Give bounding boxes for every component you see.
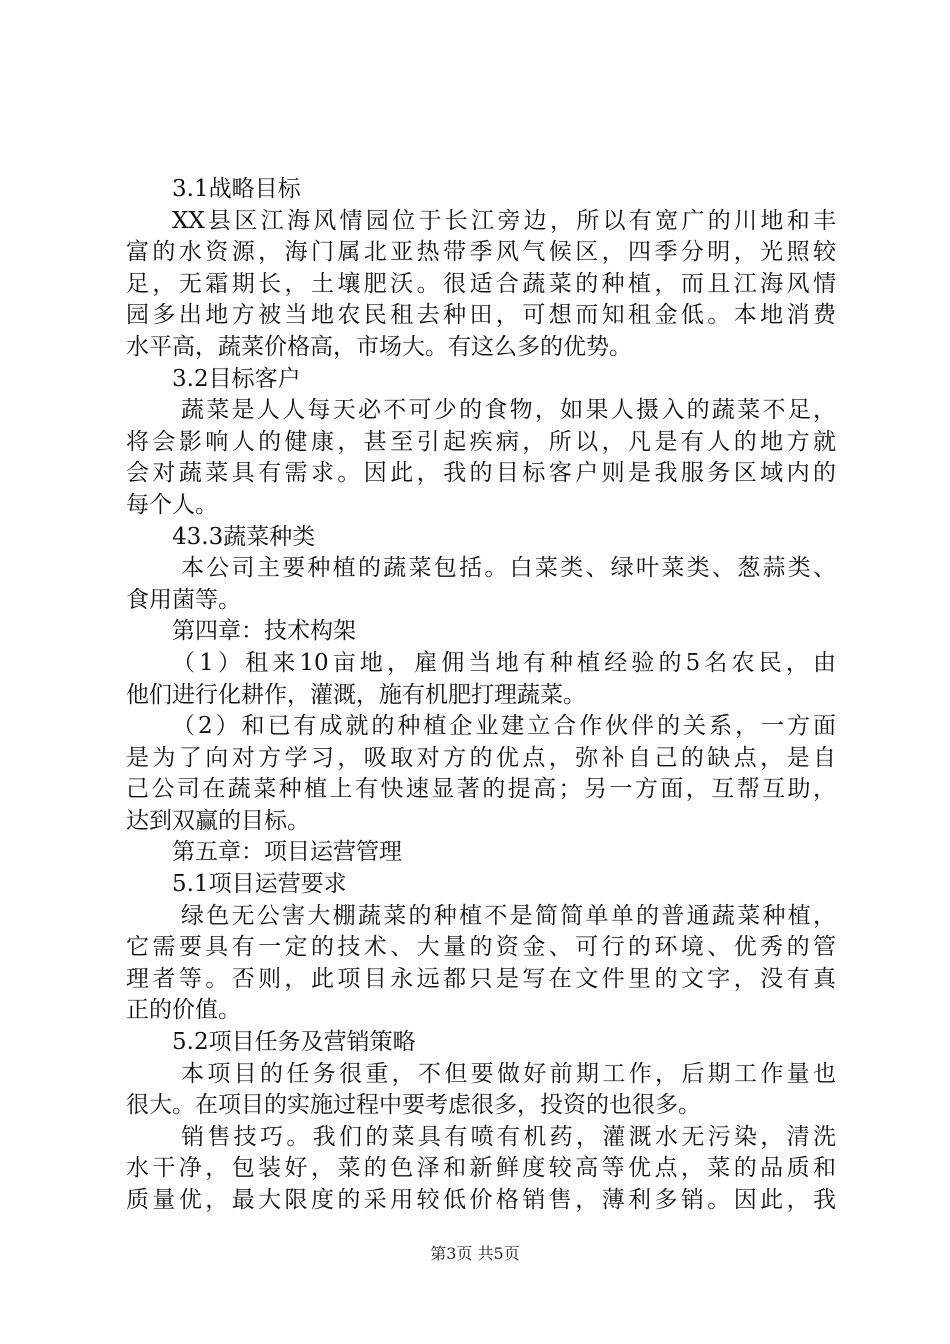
text-line: 它需要具有一定的技术、大量的资金、可行的环境、优秀的管: [126, 934, 836, 961]
text-line: 他们进行化耕作，灌溉，施有机肥打理蔬菜。: [126, 681, 586, 708]
text-line: 3.1战略目标: [172, 176, 301, 202]
text-line: 理者等。否则，此项目永远都只是写在文件里的文字，没有真: [126, 965, 836, 992]
page-footer: 第3页 共5页: [430, 1244, 520, 1263]
text-line: 绿色无公害大棚蔬菜的种植不是简简单单的普通蔬菜种植，: [181, 902, 836, 929]
text-line: 水平高，蔬菜价格高，市场大。有这么多的优势。: [126, 333, 632, 360]
text-line: 水干净，包装好，菜的色泽和新鲜度较高等优点，菜的品质和: [126, 1155, 836, 1182]
text-line: 43.3蔬菜种类: [172, 523, 316, 550]
text-line: 蔬菜是人人每天必不可少的食物，如果人摄入的蔬菜不足，: [181, 397, 836, 424]
text-line: 第四章：技术构架: [172, 618, 356, 645]
text-line: XX县区江海风情园位于长江旁边，所以有宽广的川地和丰: [172, 207, 836, 234]
text-line: （2）和已有成就的种植企业建立合作伙伴的关系，一方面: [172, 713, 836, 740]
document-body: [126, 174, 836, 1217]
text-line: 足，无霜期长，土壤肥沃。很适合蔬菜的种植，而且江海风情: [126, 270, 836, 297]
text-line: 富的水资源，海门属北亚热带季风气候区，四季分明，光照较: [126, 239, 836, 266]
text-line: 质量优，最大限度的采用较低价格销售，薄利多销。因此，我: [126, 1187, 836, 1213]
text-line: 5.2项目任务及营销策略: [172, 1029, 416, 1056]
text-line: 第五章：项目运营管理: [172, 839, 402, 866]
text-line: 本公司主要种植的蔬菜包括。白菜类、绿叶菜类、葱蒜类、: [181, 555, 836, 582]
text-line: 销售技巧。我们的菜具有喷有机药，灌溉水无污染，清洗: [181, 1123, 836, 1150]
text-line: 园多出地方被当地农民租去种田，可想而知租金低。本地消费: [126, 302, 836, 329]
text-line: 己公司在蔬菜种植上有快速显著的提高；另一方面，互帮互助，: [126, 776, 836, 803]
text-line: 很大。在项目的实施过程中要考虑很多，投资的也很多。: [126, 1092, 701, 1119]
text-line: 3.2目标客户: [172, 365, 301, 392]
text-line: （1）租来10亩地，雇佣当地有种植经验的5名农民，由: [172, 649, 836, 676]
text-line: 达到双赢的目标。: [126, 807, 310, 834]
text-line: 正的价值。: [126, 997, 241, 1024]
text-line: 5.1项目运营要求: [172, 871, 347, 898]
text-line: 是为了向对方学习，吸取对方的优点，弥补自己的缺点，是自: [126, 744, 836, 771]
text-line: 食用菌等。: [126, 586, 241, 613]
text-line: 每个人。: [126, 491, 218, 518]
text-line: 将会影响人的健康，甚至引起疾病，所以，凡是有人的地方就: [126, 428, 836, 455]
text-line: 会对蔬菜具有需求。因此，我的目标客户则是我服务区域内的: [126, 460, 836, 487]
text-line: 本项目的任务很重，不但要做好前期工作，后期工作量也: [181, 1060, 836, 1087]
